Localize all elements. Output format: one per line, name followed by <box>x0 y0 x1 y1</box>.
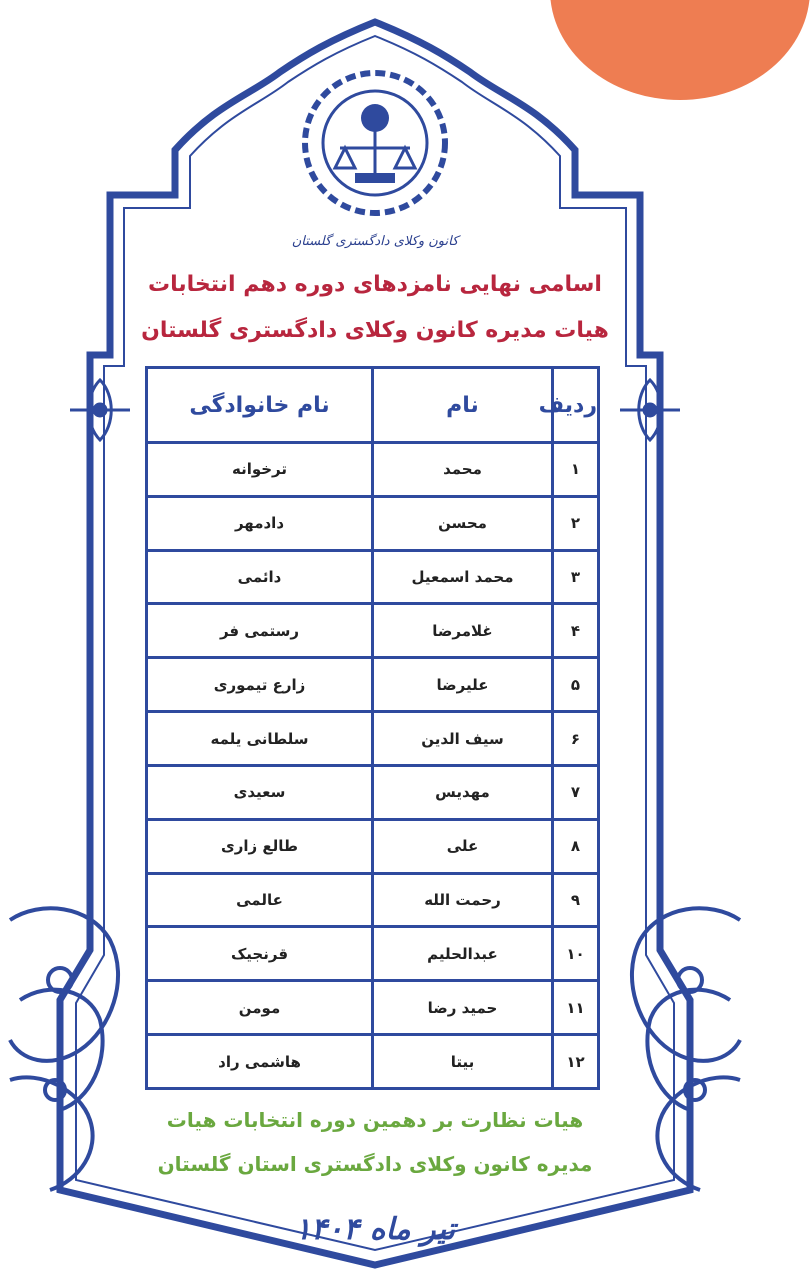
table-row <box>147 496 599 550</box>
row-number: ۱۲ <box>553 1035 599 1089</box>
first-name: غلامرضا <box>373 604 553 658</box>
table-header-row <box>147 368 599 443</box>
family-name: هاشمی راد <box>147 1035 373 1089</box>
bar-association-emblem <box>300 68 450 218</box>
first-name: محمد <box>373 443 553 497</box>
family-name: سعیدی <box>147 765 373 819</box>
family-header: نام خانوادگی <box>147 368 373 443</box>
row-number: ۱۱ <box>553 981 599 1035</box>
table-row <box>147 765 599 819</box>
emblem-caption: کانون وکلای دادگستری گلستان <box>291 234 459 249</box>
family-name: قرنجیک <box>147 927 373 981</box>
page-title-line2: هیات مدیره کانون وکلای دادگستری گلستان <box>141 318 609 343</box>
table-row <box>147 443 599 497</box>
row-number: ۱۰ <box>553 927 599 981</box>
row-number: ۱ <box>553 443 599 497</box>
row-number: ۴ <box>553 604 599 658</box>
table-row <box>147 550 599 604</box>
family-name: رستمی فر <box>147 604 373 658</box>
page-title-line1: اسامی نهایی نامزدهای دوره دهم انتخابات <box>148 272 602 297</box>
first-name: بیتا <box>373 1035 553 1089</box>
first-name: علی <box>373 819 553 873</box>
row-number: ۵ <box>553 658 599 712</box>
family-name: عالمی <box>147 873 373 927</box>
name-header: نام <box>373 368 553 443</box>
row-number: ۶ <box>553 712 599 766</box>
family-name: زارع تیموری <box>147 658 373 712</box>
family-name: سلطانی یلمه <box>147 712 373 766</box>
row-number: ۸ <box>553 819 599 873</box>
family-name: مومن <box>147 981 373 1035</box>
family-name: ترخوانه <box>147 443 373 497</box>
row-number: ۳ <box>553 550 599 604</box>
first-name: رحمت الله <box>373 873 553 927</box>
row-number: ۷ <box>553 765 599 819</box>
table-row <box>147 1035 599 1089</box>
first-name: حمید رضا <box>373 981 553 1035</box>
footer-line2: مدیره کانون وکلای دادگستری استان گلستان <box>157 1152 593 1176</box>
first-name: محمد اسمعیل <box>373 550 553 604</box>
table-row <box>147 604 599 658</box>
table-row <box>147 981 599 1035</box>
table-row <box>147 927 599 981</box>
rank-header: ردیف <box>553 368 599 443</box>
family-name: طالع زاری <box>147 819 373 873</box>
first-name: علیرضا <box>373 658 553 712</box>
table-row <box>147 658 599 712</box>
footer-line1: هیات نظارت بر دهمین دوره انتخابات هیات <box>166 1108 584 1132</box>
scales-emblem-icon <box>300 68 450 218</box>
table-row <box>147 819 599 873</box>
date-signature: تیر ماه ۱۴۰۴ <box>294 1212 456 1247</box>
candidates-table <box>145 366 600 1090</box>
family-name: دادمهر <box>147 496 373 550</box>
table-row <box>147 873 599 927</box>
first-name: عبدالحلیم <box>373 927 553 981</box>
table-row <box>147 712 599 766</box>
first-name: سیف الدین <box>373 712 553 766</box>
row-number: ۲ <box>553 496 599 550</box>
first-name: مهدیس <box>373 765 553 819</box>
family-name: دائمی <box>147 550 373 604</box>
row-number: ۹ <box>553 873 599 927</box>
first-name: محسن <box>373 496 553 550</box>
